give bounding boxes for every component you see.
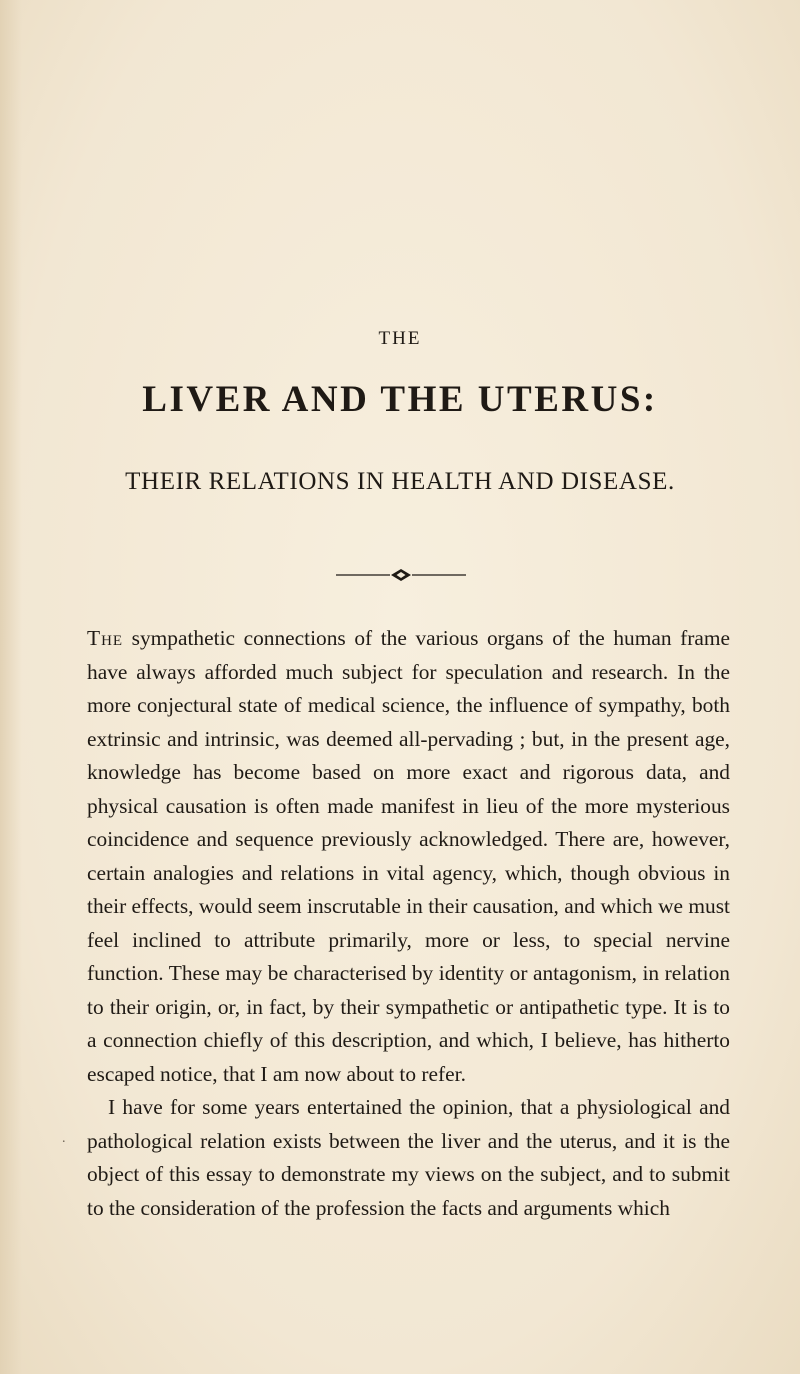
book-subtitle: THEIR RELATIONS IN HEALTH AND DISEASE. bbox=[125, 468, 675, 495]
paragraph-1 bbox=[87, 622, 730, 1091]
margin-mark: . bbox=[62, 1131, 66, 1146]
paragraph-2: I have for some years entertained the opinion, that a physiological and pathological relation exists between the liver and the uterus, and it is the object of this essay to demonstrate my views on the subject, and to submit to the consideration of the profession the facts and arguments which bbox=[87, 1095, 730, 1220]
paragraph-lead-word: The bbox=[87, 626, 124, 650]
paragraph-1-text: sympathetic connections of the various organs of the human frame have always afforded much subject for speculation and research. In the more conjectural state of medical science, the influence of sympathy, both extrinsic and intrinsic, was deemed all-pervading ; but, in the present age, knowledge has become based on more exact and rigorous data, and physical causation is often made manifest in lieu of the more mysterious coincidence and sequence previously acknowledged. There are, however, certain analogies and relations in vital agency, which, though obvious in their effects, would seem inscrutable in their causation, and which we must feel inclined to attribute primarily, more or less, to special nervine function. These may be characterised by identity or antagonism, in relation to their origin, or, in fact, by their sympathetic or antipathetic type. It is to a connection chiefly of this description, and which, I believe, has hitherto escaped notice, that I am now about to refer. bbox=[87, 626, 730, 1086]
title-article: THE bbox=[378, 328, 422, 349]
body-text bbox=[87, 622, 730, 1225]
book-title: LIVER AND THE UTERUS: bbox=[142, 379, 658, 420]
page-edge-shadow bbox=[0, 0, 22, 1374]
diamond-rule-ornament-icon bbox=[334, 568, 468, 582]
